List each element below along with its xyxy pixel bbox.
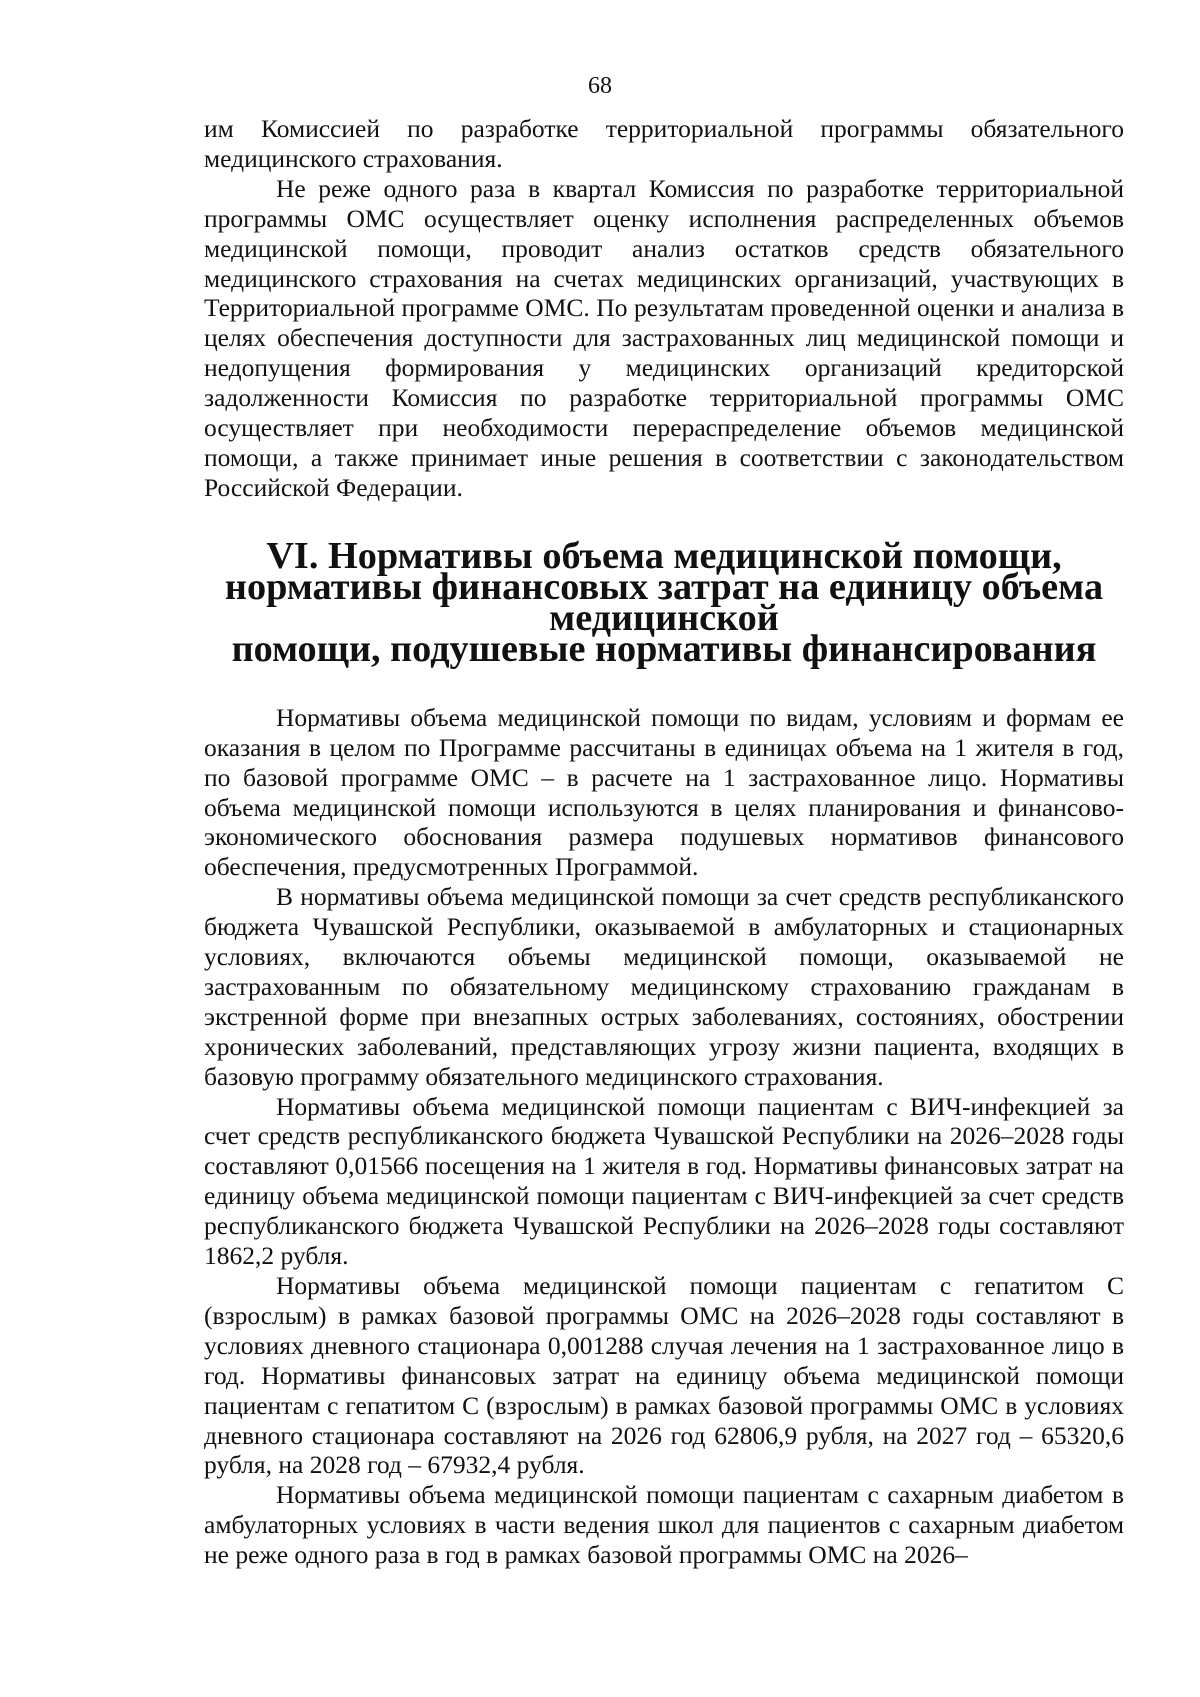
- section-heading-line-2: нормативы финансовых затрат на единицу объема медицинской: [224, 565, 1104, 639]
- page-number: 68: [588, 73, 612, 99]
- section-heading: [204, 534, 1124, 670]
- document-body: [204, 114, 1124, 1570]
- paragraph-diabetes: Нормативы объема медицинской помощи пациентам с сахарным диабетом в амбулаторных условиях в части ведения школ для пациентов с сахарным диабетом не реже одного раза в год в рамках базовой программы ОМС на 2026–: [204, 1480, 1124, 1570]
- paragraph-hiv: Нормативы объема медицинской помощи пациентам с ВИЧ-инфекцией за счет средств республиканского бюджета Чувашской Республики на 2026–2028 годы составляют 0,01566 посещения на 1 жителя в год. Нормативы финансовых затрат на единицу объема медицинской помощи пациентам с ВИЧ-инфекцией за счет средств республиканского бюджета Чувашской Республики на 2026–2028 годы составляют 1862,2 рубля.: [204, 1091, 1124, 1271]
- paragraph-commission-assessment: Не реже одного раза в квартал Комиссия по разработке территориальной программы ОМС осуществляет оценку исполнения распределенных объемов медицинской помощи, проводит анализ остатков средств обязательного медицинского страхования на счетах медицинских организаций, участвующих в Территориальной программе ОМС. По результатам проведенной оценки и анализа в целях обеспечения доступности для застрахованных лиц медицинской помощи и недопущения формирования у медицинских организаций кредиторской задолженности Комиссия по разработке территориальной программы ОМС осуществляет при необходимости перераспределение объемов медицинской помощи, а также принимает иные решения в соответствии с законодательством Российской Федерации.: [204, 173, 1124, 502]
- section-heading-line-3: помощи, подушевые нормативы финансирования: [231, 627, 1097, 670]
- paragraph-volume-norms: Нормативы объема медицинской помощи по видам, условиям и формам ее оказания в целом по Программе рассчитаны в единицах объема на 1 жителя в год, по базовой программе ОМС – в расчете на 1 застрахованное лицо. Нормативы объема медицинской помощи используются в целях планирования и финансово-экономического обоснования размера подушевых нормативов финансового обеспечения, предусмотренных Программой.: [204, 702, 1124, 882]
- paragraph-continuation: им Комиссией по разработке территориальной программы обязательного медицинского страхования.: [204, 114, 1124, 173]
- section-heading-line-1: VI. Нормативы объема медицинской помощи,: [266, 534, 1062, 577]
- paragraph-hepatitis-c: Нормативы объема медицинской помощи пациентам с гепатитом С (взрослым) в рамках базовой программы ОМС на 2026–2028 годы составляют в условиях дневного стационара 0,001288 случая лечения на 1 застрахованное лицо в год. Нормативы финансовых затрат на единицу объема медицинской помощи пациентам с гепатитом С (взрослым) в рамках базовой программы ОМС в условиях дневного стационара составляют на 2026 год 62806,9 рубля, на 2027 год – 65320,6 рубля, на 2028 год – 67932,4 рубля.: [204, 1271, 1124, 1480]
- paragraph-republican-budget: В нормативы объема медицинской помощи за счет средств республиканского бюджета Чувашской Республики, оказываемой в амбулаторных и стационарных условиях, включаются объемы медицинской помощи, оказываемой не застрахованным по обязательному медицинскому страхованию гражданам в экстренной форме при внезапных острых заболеваниях, состояниях, обострении хронических заболеваний, представляющих угрозу жизни пациента, входящих в базовую программу обязательного медицинского страхования.: [204, 882, 1124, 1091]
